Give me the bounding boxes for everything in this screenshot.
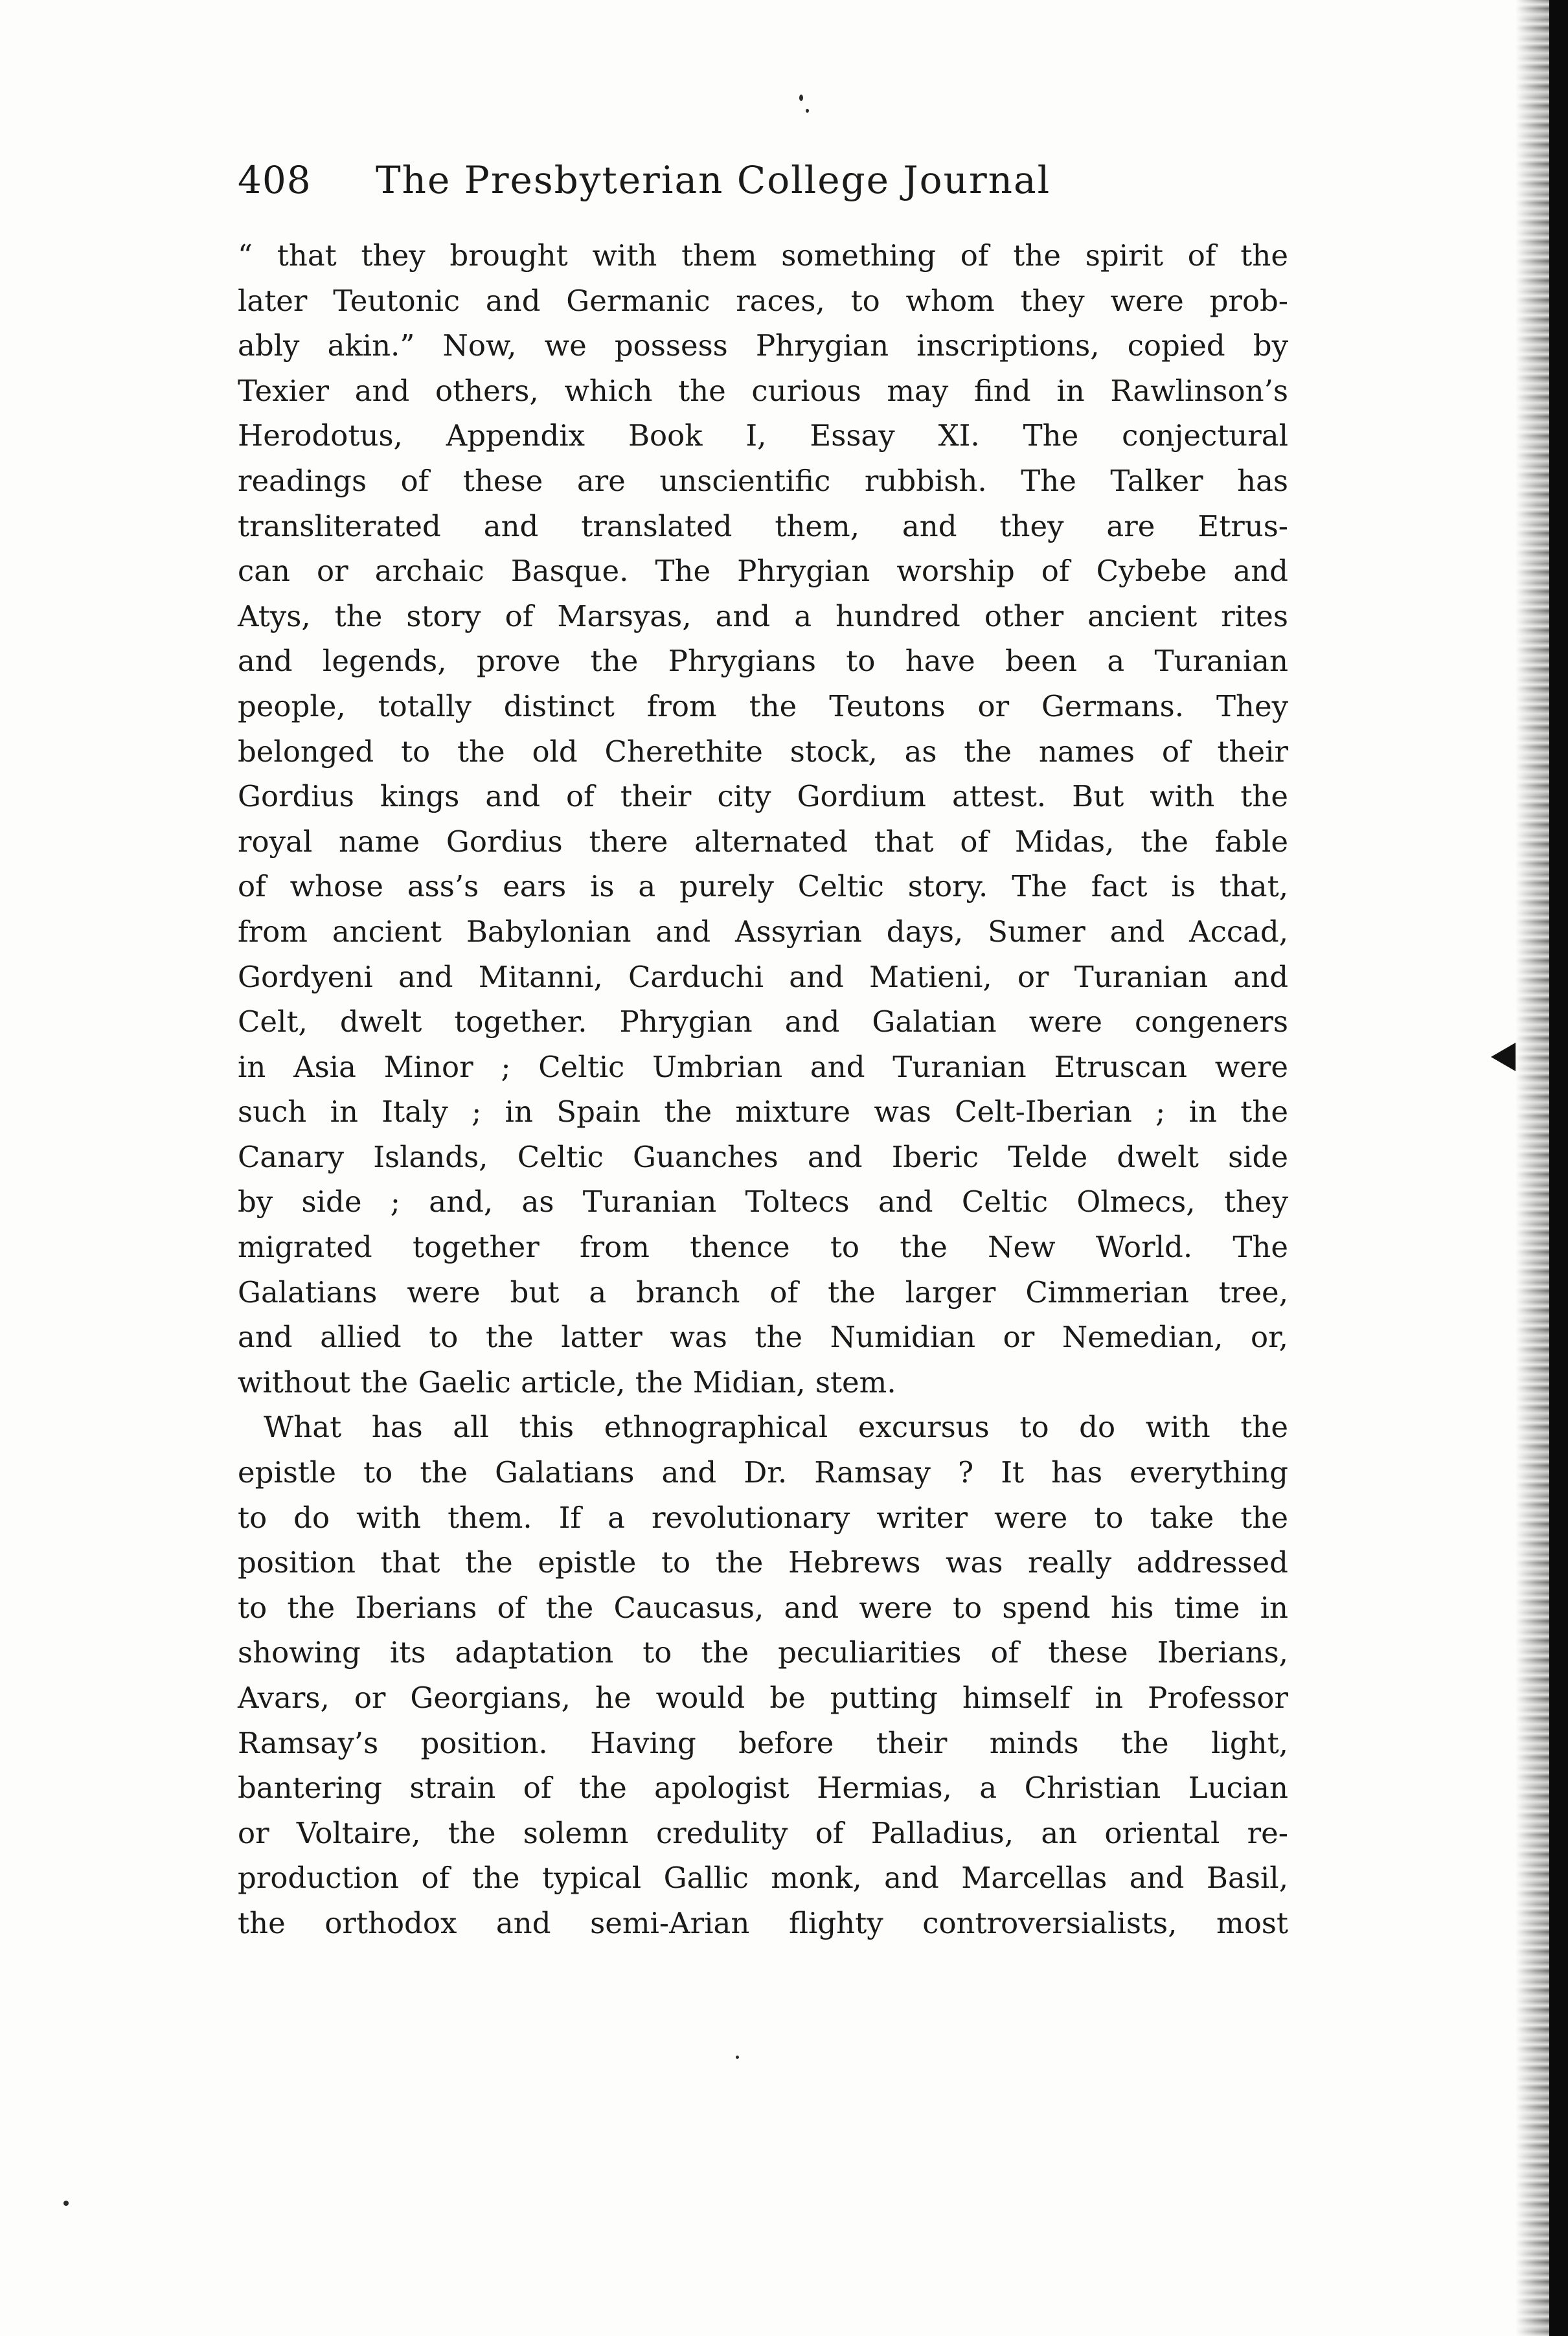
text-line: and allied to the latter was the Numidian or Nemedian, or,	[238, 1320, 1288, 1355]
text-line: Texier and others, which the curious may find in Rawlinson’s	[238, 373, 1288, 408]
paragraph-1	[238, 233, 1288, 1405]
text-line: production of the typical Gallic monk, and Marcellas and Basil,	[238, 1861, 1288, 1896]
text-line: such in Italy ; in Spain the mixture was Celt-Iberian ; in the	[238, 1094, 1288, 1129]
ink-speck	[806, 109, 809, 113]
text-line: ably akin.” Now, we possess Phrygian inscriptions, copied by	[238, 328, 1288, 363]
text-line: “ that they brought with them something of the spirit of the	[238, 238, 1288, 273]
text-line: by side ; and, as Turanian Toltecs and Celtic Olmecs, they	[238, 1185, 1288, 1219]
page-edge-shadow	[1516, 0, 1552, 2336]
text-line: What has all this ethnographical excursus to do with the	[264, 1410, 1288, 1445]
text-line: from ancient Babylonian and Assyrian days, Sumer and Accad,	[238, 914, 1288, 949]
text-line: of whose ass’s ears is a purely Celtic story. The fact is that,	[238, 869, 1288, 904]
text-line: bantering strain of the apologist Hermias, a Christian Lucian	[238, 1771, 1288, 1806]
text-line: Gordyeni and Mitanni, Carduchi and Matieni, or Turanian and	[238, 959, 1288, 994]
text-line: readings of these are unscientific rubbish. The Talker has	[238, 463, 1288, 498]
paragraph-2	[238, 1405, 1288, 1945]
text-line: later Teutonic and Germanic races, to whom they were prob-	[238, 283, 1288, 318]
text-line: in Asia Minor ; Celtic Umbrian and Turanian Etruscan were	[238, 1049, 1288, 1084]
text-line: royal name Gordius there alternated that of Midas, the fable	[238, 824, 1288, 859]
text-line: epistle to the Galatians and Dr. Ramsay ? It has everything	[238, 1455, 1288, 1490]
ink-speck	[736, 2056, 739, 2059]
body-text	[238, 233, 1288, 1946]
running-title: The Presbyterian College Journal	[376, 158, 1051, 202]
text-line: migrated together from thence to the New World. The	[238, 1230, 1288, 1265]
text-line: Ramsay’s position. Having before their minds the light,	[238, 1725, 1288, 1760]
text-line: Gordius kings and of their city Gordium attest. But with the	[238, 779, 1288, 814]
text-line: without the Gaelic article, the Midian, stem.	[238, 1365, 896, 1400]
ink-speck	[799, 95, 803, 101]
text-line: to do with them. If a revolutionary writer were to take the	[238, 1500, 1288, 1535]
text-line: transliterated and translated them, and they are Etrus-	[238, 508, 1288, 543]
text-line: Atys, the story of Marsyas, and a hundred other ancient rites	[238, 598, 1288, 633]
text-line: people, totally distinct from the Teutons or Germans. They	[238, 688, 1288, 723]
text-line: or Voltaire, the solemn credulity of Palladius, an oriental re-	[238, 1815, 1288, 1850]
text-line: can or archaic Basque. The Phrygian worship of Cybebe and	[238, 554, 1288, 589]
text-line: to the Iberians of the Caucasus, and were to spend his time in	[238, 1590, 1288, 1625]
text-line: Galatians were but a branch of the larger Cimmerian tree,	[238, 1275, 1288, 1310]
text-line: Celt, dwelt together. Phrygian and Galatian were congeners	[238, 1004, 1288, 1039]
text-line: the orthodox and semi-Arian flighty controversialists, most	[238, 1905, 1288, 1940]
text-line: Herodotus, Appendix Book I, Essay XI. The conjectural	[238, 418, 1288, 453]
text-line: Avars, or Georgians, he would be putting himself in Professor	[238, 1681, 1288, 1715]
text-line: and legends, prove the Phrygians to have been a Turanian	[238, 644, 1288, 679]
page-number: 408	[238, 158, 312, 202]
binding-edge	[1549, 0, 1568, 2336]
text-line: Canary Islands, Celtic Guanches and Iberic Telde dwelt side	[238, 1139, 1288, 1174]
margin-arrow-mark	[1491, 1043, 1516, 1071]
ink-speck	[63, 2201, 69, 2206]
running-header	[238, 154, 1313, 206]
text-line: position that the epistle to the Hebrews was really addressed	[238, 1545, 1288, 1580]
text-line: belonged to the old Cherethite stock, as the names of their	[238, 734, 1288, 769]
text-line: showing its adaptation to the peculiarities of these Iberians,	[238, 1635, 1288, 1670]
